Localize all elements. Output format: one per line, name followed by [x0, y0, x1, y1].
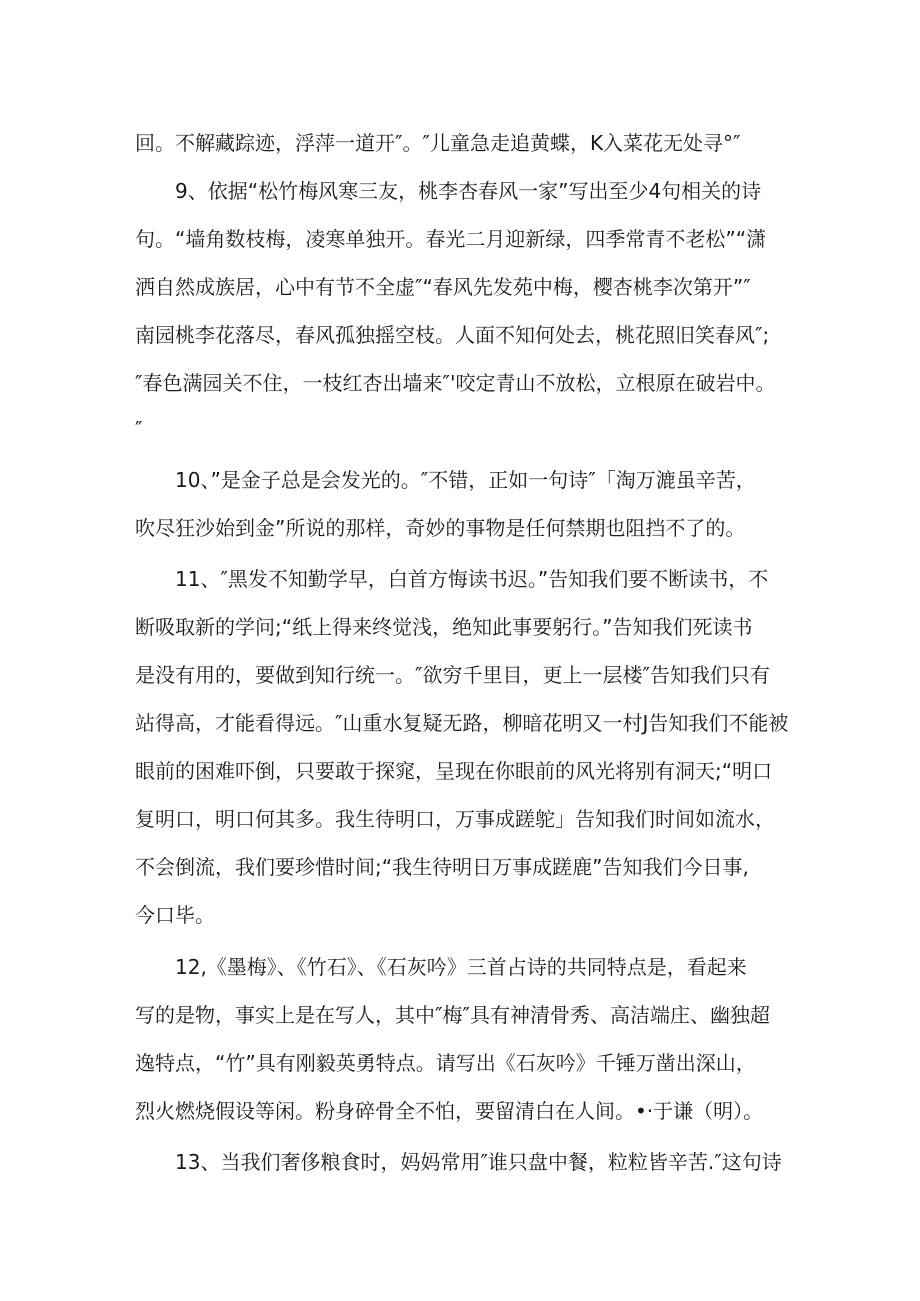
- text-line: ″春色满园关不住，一枝红杏出墙来″'咬定青山不放松，立根原在破岩中。: [135, 371, 776, 395]
- text-line: 不会倒流，我们要珍惜时间;“我生待明日万事成蹉鹿”告知我们今日事,: [135, 855, 749, 879]
- text-line: 9、依据“松竹梅风寒三友，桃李杏春风一家”写出至少4句相关的诗: [175, 179, 762, 203]
- text-line: 眼前的困难吓倒，只要敢于探窕，呈现在你眼前的风光将别有洞天;“明口: [135, 759, 773, 783]
- text-line: 洒自然成族居，心中有节不全虚″“春风先发苑中梅，樱杏桃李次第开”″: [135, 275, 751, 299]
- text-line: 复明口，明口何其多。我生待明口，万事成蹉鸵」告知我们时间如流水，: [135, 807, 775, 831]
- text-line: 回。不解藏踪迹，浮萍一道开″。″儿童急走追黄蝶，K入菜花无处寻°″: [135, 131, 741, 155]
- text-line: 今口毕。: [135, 903, 215, 927]
- text-line: 13、当我们奢侈粮食时，妈妈常用″谁只盘中餐，粒粒皆辛苦.″这句诗: [175, 1150, 782, 1174]
- text-line: 断吸取新的学问;“纸上得来终觉浅，绝知此事要躬行。”告知我们死读书: [135, 615, 753, 639]
- text-line: 12,《墨梅》、《竹石》、《石灰吟》三首占诗的共同特点是，看起来: [175, 955, 747, 979]
- text-line: 是没有用的，要做到知行统一。″欲穷千里目，更上一层楼″告知我们只有: [135, 663, 770, 687]
- text-line: 逸特点，“竹”具有刚毅英勇特点。请写出《石灰吟》千锤万凿出深山，: [135, 1051, 756, 1075]
- text-line: 写的是物，事实上是在写人，其中″梅″具有神清骨秀、高洁端庄、幽独超: [135, 1003, 770, 1027]
- text-line: 站得高，才能看得远。″山重水复疑无路，柳暗花明又一村J告知我们不能被: [135, 711, 789, 735]
- text-line: 吹尽狂沙始到金”所说的那样，奇妙的事物是任何禁期也阻挡不了的。: [135, 516, 746, 540]
- text-line: 烈火燃烧假设等闲。粉身碎骨全不怕，要留清白在人间。•·于谦（明）。: [135, 1099, 764, 1123]
- text-line: 11、″黑发不知勤学早，白首方悔读书迟。”告知我们要不断读书，不: [175, 567, 769, 591]
- text-line: 南园桃李花落尽，春风孤独摇空枝。人面不知何处去，桃花照旧笑春风″;: [135, 323, 770, 347]
- text-line: 10、”是金子总是会发光的。″不错，正如一句诗″「淘万漉虽辛苦，: [175, 468, 756, 492]
- text-line: ″: [135, 417, 143, 441]
- text-line: 句。“墙角数枝梅，凌寒单独开。春光二月迎新绿，四季常青不老松”“潇: [135, 227, 767, 251]
